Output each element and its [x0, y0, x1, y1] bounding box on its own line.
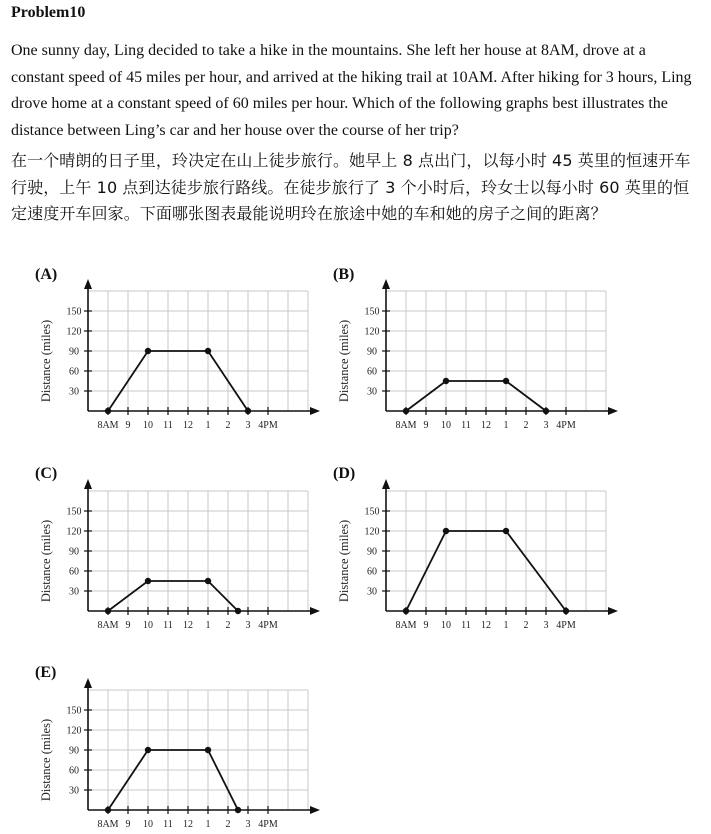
data-point: [205, 747, 211, 753]
x-tick-label: 11: [163, 620, 173, 631]
y-tick-label: 120: [66, 526, 82, 538]
x-tick-label: 1: [205, 420, 211, 431]
x-tick-label: 8AM: [395, 420, 417, 431]
y-tick-label: 60: [69, 765, 79, 777]
x-tick-label: 4PM: [258, 420, 278, 431]
option-label-a: (A): [35, 266, 58, 283]
x-tick-label: 3: [543, 620, 549, 631]
y-tick-label: 30: [367, 386, 377, 398]
data-point: [145, 747, 151, 753]
x-tick-label: 10: [143, 620, 153, 631]
x-tick-label: 1: [205, 819, 211, 830]
x-tick-label: 3: [245, 819, 251, 830]
option-label-d: (D): [333, 465, 356, 482]
x-tick-label: 8AM: [97, 620, 119, 631]
y-tick-label: 150: [364, 306, 380, 318]
y-axis-title: Distance (miles): [337, 319, 351, 403]
x-tick-label: 9: [125, 620, 131, 631]
y-tick-label: 30: [69, 386, 79, 398]
x-tick-label: 11: [461, 420, 471, 431]
y-tick-label: 150: [66, 306, 82, 318]
y-tick-label: 120: [364, 526, 380, 538]
x-tick-label: 9: [423, 620, 429, 631]
x-tick-label: 3: [245, 420, 251, 431]
x-tick-label: 3: [543, 420, 549, 431]
x-tick-label: 2: [225, 620, 231, 631]
x-axis-arrow: [310, 806, 320, 814]
y-tick-label: 120: [364, 326, 380, 338]
x-tick-label: 8AM: [97, 420, 119, 431]
y-tick-label: 30: [69, 586, 79, 598]
x-tick-label: 8AM: [97, 819, 119, 830]
x-tick-label: 4PM: [258, 819, 278, 830]
y-tick-label: 30: [367, 586, 377, 598]
x-tick-label: 10: [143, 420, 153, 431]
option-label-e: (E): [35, 664, 57, 681]
x-tick-label: 12: [183, 620, 193, 631]
x-tick-label: 10: [441, 420, 451, 431]
y-axis-title: Distance (miles): [337, 519, 351, 603]
option-label-c: (C): [35, 465, 58, 482]
x-tick-label: 12: [481, 620, 491, 631]
x-tick-label: 4PM: [556, 620, 576, 631]
y-axis-title: Distance (miles): [39, 319, 53, 403]
x-tick-label: 3: [245, 620, 251, 631]
x-tick-label: 1: [503, 420, 509, 431]
x-tick-label: 2: [225, 819, 231, 830]
y-axis-arrow: [84, 678, 92, 688]
x-tick-label: 11: [163, 819, 173, 830]
x-tick-label: 8AM: [395, 620, 417, 631]
x-tick-label: 10: [441, 620, 451, 631]
data-point: [105, 807, 111, 813]
option-label-b: (B): [333, 266, 355, 283]
y-tick-label: 90: [367, 346, 377, 358]
problem-text-english: One sunny day, Ling decided to take a hike in the mountains. She left her house at 8AM, drove at a constant speed of 45 miles per hour, and arrived at the hiking trail at 10AM. After hiking for 3 hours, Ling drove home at a constant speed of 60 miles per hour. Which of the following graphs best illustrates the distance between Ling’s car and her house over the course of her trip?: [11, 42, 692, 139]
data-point: [235, 807, 241, 813]
x-tick-label: 9: [423, 420, 429, 431]
x-tick-label: 9: [125, 819, 131, 830]
y-tick-label: 60: [69, 366, 79, 378]
x-tick-label: 12: [183, 420, 193, 431]
y-tick-label: 150: [66, 506, 82, 518]
y-tick-label: 60: [367, 366, 377, 378]
y-tick-label: 120: [66, 725, 82, 737]
y-tick-label: 120: [66, 326, 82, 338]
y-tick-label: 60: [69, 566, 79, 578]
x-tick-label: 11: [163, 420, 173, 431]
y-tick-label: 60: [367, 566, 377, 578]
x-tick-label: 4PM: [258, 620, 278, 631]
x-tick-label: 10: [143, 819, 153, 830]
x-tick-label: 12: [481, 420, 491, 431]
x-tick-label: 11: [461, 620, 471, 631]
x-tick-label: 1: [503, 620, 509, 631]
x-tick-label: 4PM: [556, 420, 576, 431]
y-tick-label: 90: [69, 546, 79, 558]
x-tick-label: 2: [225, 420, 231, 431]
x-tick-label: 9: [125, 420, 131, 431]
x-tick-label: 2: [523, 420, 529, 431]
y-axis-title: Distance (miles): [39, 718, 53, 802]
y-tick-label: 150: [364, 506, 380, 518]
y-tick-label: 90: [69, 745, 79, 757]
x-tick-label: 2: [523, 620, 529, 631]
problem-title: Problem10: [11, 4, 86, 21]
y-tick-label: 30: [69, 785, 79, 797]
x-tick-label: 1: [205, 620, 211, 631]
y-tick-label: 150: [66, 705, 82, 717]
x-tick-label: 12: [183, 819, 193, 830]
y-axis-title: Distance (miles): [39, 519, 53, 603]
y-tick-label: 90: [367, 546, 377, 558]
y-tick-label: 90: [69, 346, 79, 358]
problem-text-chinese: 在一个晴朗的日子里，玲决定在山上徒步旅行。她早上 8 点出门，以每小时 45 英里的恒速开车行驶，上午 10 点到达徒步旅行路线。在徒步旅行了 3 个小时后，玲女士以每小时 60 英里的恒定速度开车回家。下面哪张图表最能说明玲在旅途中她的车和她的房子之间的距离？: [11, 151, 691, 223]
